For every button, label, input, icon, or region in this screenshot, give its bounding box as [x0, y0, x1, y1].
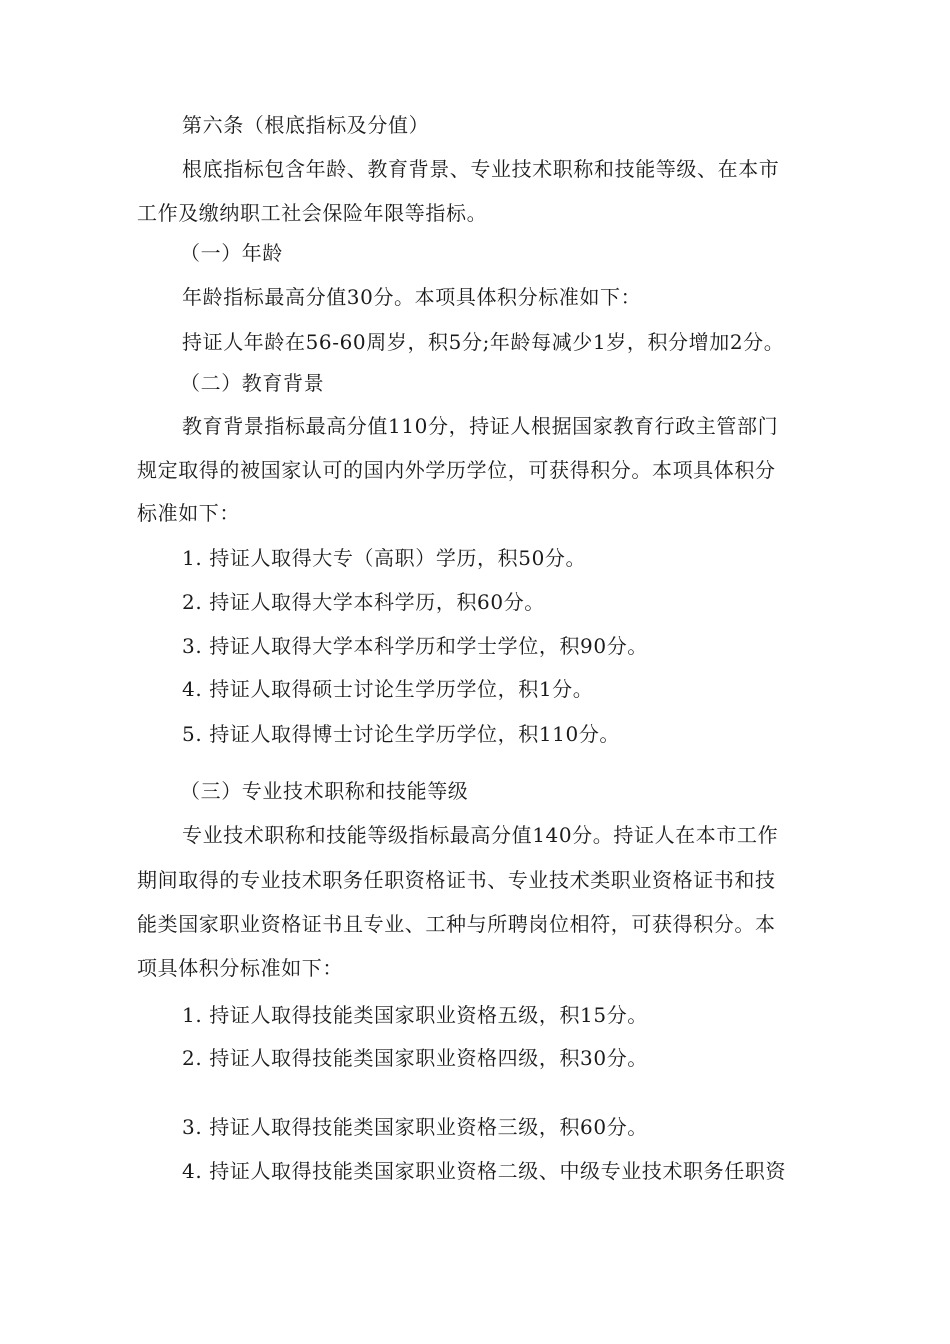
article-title: 第六条（根底指标及分值） [182, 113, 430, 137]
section-title-line-2: 期间取得的专业技术职务任职资格证书、专业技术类职业资格证书和技 [137, 868, 776, 892]
list-item: 1. 持证人取得大专（高职）学历，积50分。 [182, 546, 587, 570]
list-item: 4. 持证人取得技能类国家职业资格二级、中级专业技术职务任职资 [182, 1159, 787, 1183]
list-item: 3. 持证人取得技能类国家职业资格三级，积60分。 [182, 1115, 648, 1139]
section-education-line-2: 规定取得的被国家认可的国内外学历学位，可获得积分。本项具体积分 [137, 458, 776, 482]
section-title-heading: （三）专业技术职称和技能等级 [180, 779, 469, 803]
section-education-line-3: 标准如下： [137, 501, 240, 525]
section-title-line-1: 专业技术职称和技能等级指标最高分值140分。持证人在本市工作 [182, 823, 779, 847]
list-item: 3. 持证人取得大学本科学历和学士学位，积90分。 [182, 634, 648, 658]
article-intro-line-1: 根底指标包含年龄、教育背景、专业技术职称和技能等级、在本市 [182, 157, 780, 181]
section-education-heading: （二）教育背景 [180, 371, 325, 395]
list-item: 2. 持证人取得大学本科学历，积60分。 [182, 590, 545, 614]
section-title-line-3: 能类国家职业资格证书且专业、工种与所聘岗位相符，可获得积分。本 [137, 912, 776, 936]
section-title-line-4: 项具体积分标准如下： [137, 956, 343, 980]
list-item: 2. 持证人取得技能类国家职业资格四级，积30分。 [182, 1046, 648, 1070]
section-age-heading: （一）年龄 [180, 241, 283, 265]
list-item: 1. 持证人取得技能类国家职业资格五级，积15分。 [182, 1003, 648, 1027]
section-education-line-1: 教育背景指标最高分值110分，持证人根据国家教育行政主管部门 [182, 414, 779, 438]
article-intro-line-2: 工作及缴纳职工社会保险年限等指标。 [137, 201, 488, 225]
list-item: 5. 持证人取得博士讨论生学历学位，积110分。 [182, 722, 621, 746]
section-age-line-2: 持证人年龄在56-60周岁，积5分;年龄每减少1岁，积分增加2分。 [182, 330, 785, 354]
section-age-line-1: 年龄指标最高分值30分。本项具体积分标准如下： [182, 285, 642, 309]
list-item: 4. 持证人取得硕士讨论生学历学位，积1分。 [182, 677, 594, 701]
